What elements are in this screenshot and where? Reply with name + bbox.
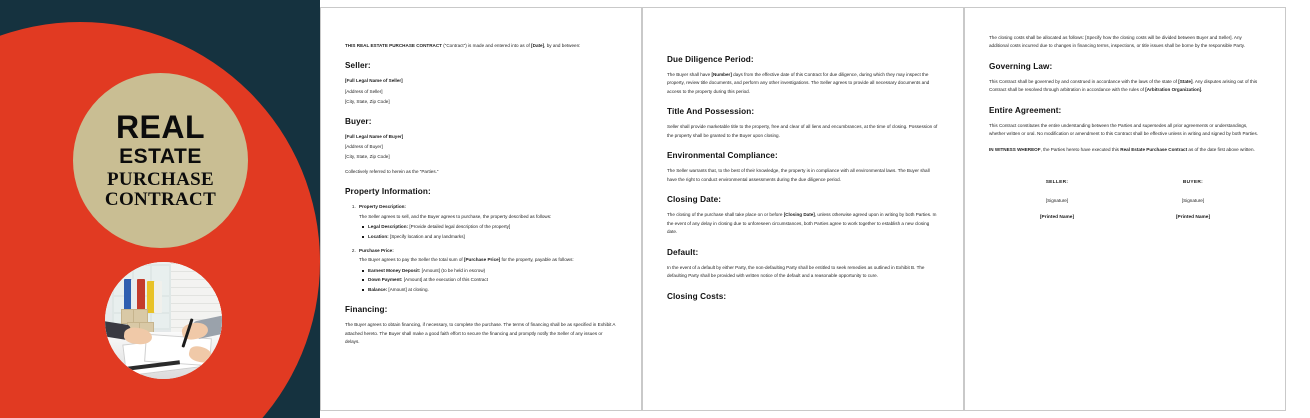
closing-date-body (667, 211, 939, 236)
witness-middle: , the Parties hereto have executed this (1040, 146, 1121, 152)
witness-clause (989, 146, 1261, 154)
closing-date-placeholder: [Closing Date] (783, 212, 815, 218)
location-value: [Specify location and any landmarks] (388, 233, 465, 239)
governing-law-pre: This Contract shall be governed by and construed in accordance with the laws of the state of (989, 78, 1179, 84)
intro-suffix: , by and between: (544, 43, 581, 48)
list-item-down-payment (368, 276, 617, 284)
state-placeholder: [State] (1178, 78, 1193, 84)
closing-costs-body: The closing costs shall be allocated as follows: [Specify how the closing costs will be divided between Buyer and Seller]. Any additional costs incurred due to changes in financing terms, inspections, or title issues shall be borne by the responsible Party. (989, 35, 1246, 49)
list-item-location (368, 233, 617, 241)
seller-signature-field[interactable]: [Signature] (1045, 198, 1069, 204)
seller-column-heading: SELLER: (1045, 180, 1069, 186)
entire-agreement-heading: Entire Agreement: (989, 105, 1062, 115)
contract-signing-photo (105, 262, 222, 379)
entire-agreement-body: This Contract constitutes the entire understanding between the Parties and supersedes all prior agreements or understandings, whether written or oral. No modification or amendment to this Contract shall be effective unless in writing and signed by both Parties. (989, 122, 1259, 137)
purchase-price-body-pre: The Buyer agrees to pay the Seller the total sum of (359, 257, 464, 263)
earnest-money-value: [Amount] (to be held in escrow) (420, 267, 486, 273)
property-information-heading: Property Information: (345, 187, 431, 197)
governing-law-mid: . Any disputes arising out of this Contract shall be resolved through arbitration in accordance with the rules of (989, 78, 1258, 93)
title-possession-body: Seller shall provide marketable title to the property, free and clear of all liens and encumbrances, at the time of closing. Possession of the property shall be granted to the Buyer upon closing. (667, 124, 938, 138)
witness-post: as of the date first above written. (1187, 146, 1255, 152)
buyer-name: [Full Legal Name of Buyer] (345, 133, 404, 139)
buyer-signature-field[interactable]: [Signature] (1181, 198, 1205, 204)
governing-law-post: . (1201, 87, 1203, 93)
list-item-balance (368, 286, 617, 294)
list-item-earnest-money (368, 267, 617, 275)
buyer-signature-column (1125, 180, 1261, 220)
property-description-body: The Seller agrees to sell, and the Buyer agrees to purchase, the property described as follows: (359, 213, 552, 219)
down-payment-value: [Amount] at the execution of this Contract (402, 277, 489, 283)
legal-description-value: [Provide detailed legal description of the property] (408, 224, 511, 230)
default-body: In the event of a default by either Party, the non-defaulting Party shall be entitled to seek remedies as outlined in Exhibit B. The defaulting Party shall be provided with written notice of the default and a reasonable opportunity to cure. (667, 264, 925, 279)
intro-contract-name: REAL ESTATE PURCHASE CONTRACT (356, 43, 442, 48)
environmental-compliance-heading: Environmental Compliance: (667, 151, 778, 161)
list-item-purchase-price (357, 247, 617, 294)
buyer-address: [Address of Buyer] (345, 143, 383, 149)
due-diligence-heading: Due Diligence Period: (667, 55, 754, 64)
seller-city-state-zip: [City, State, Zip Code] (345, 98, 390, 104)
property-information-list (345, 203, 617, 294)
cover-title-purchase: PURCHASE (107, 169, 214, 191)
purchase-price-title: 2. Purchase Price: (359, 247, 394, 253)
buyer-printed-name-field[interactable]: [Printed Name] (1175, 215, 1211, 221)
closing-date-post: , unless otherwise agreed upon in writing by both Parties. In the event of any delay in closing due to unforeseen circumstances, both Parties agree to work together to establish a new closing date. (667, 212, 937, 235)
closing-date-pre: The closing of the purchase shall take place on or before (667, 212, 784, 218)
purchase-price-bullets (359, 267, 617, 294)
seller-name: [Full Legal Name of Seller] (345, 78, 403, 84)
parties-statement: Collectively referred to herein as the “Parties.” (345, 168, 439, 174)
balance-value: [Amount] at closing. (387, 287, 429, 293)
seller-address: [Address of Seller] (345, 88, 383, 94)
contract-page-2 (320, 7, 642, 411)
buyer-city-state-zip: [City, State, Zip Code] (345, 153, 390, 159)
closing-costs-heading: Closing Costs: (667, 291, 727, 301)
purchase-price-placeholder: [Purchase Price] (463, 257, 501, 263)
signature-block (989, 180, 1261, 220)
location-label: Location: (368, 233, 389, 239)
list-item-legal-description (368, 223, 617, 231)
due-diligence-post: days from the effective date of this Contract for due diligence, during which they may inspect the property, review title documents, and perform any other investigations. The Seller agrees to provide all necessary documents and access to the property during this period. (667, 72, 930, 94)
closing-date-heading: Closing Date: (667, 195, 722, 205)
environmental-compliance-body: The Seller warrants that, to the best of their knowledge, the property is in compliance with all environmental laws. The Buyer shall have the right to conduct environmental assessments during the due diligence period. (667, 168, 930, 182)
due-diligence-pre: The Buyer shall have (667, 72, 712, 77)
intro-date-placeholder: [Date] (531, 43, 545, 48)
default-heading: Default: (667, 247, 699, 257)
purchase-price-body-post: for the property, payable as follows: (500, 257, 574, 263)
financing-heading: Financing: (345, 305, 388, 315)
governing-law-heading: Governing Law: (989, 61, 1053, 71)
cover-title-badge (73, 73, 248, 248)
cover-photo-circle (105, 262, 222, 379)
legal-description-label: Legal Description: (368, 224, 409, 230)
cover-title-real: REAL (115, 108, 206, 145)
governing-law-body (989, 78, 1261, 95)
due-diligence-number-placeholder: [Number] (711, 72, 732, 77)
title-possession-heading: Title And Possession: (667, 107, 755, 117)
cover-title-estate: ESTATE (119, 145, 202, 169)
arbitration-organization-placeholder: [Arbitration Organization] (1145, 87, 1202, 93)
witness-contract-name: Real Estate Purchase Contract (1120, 146, 1188, 152)
financing-body: The Buyer agrees to obtain financing, if necessary, to complete the purchase. The terms of financing shall be as specified in Exhibit A attached hereto. The Buyer shall make a good faith effort to secure the financing and promptly notify the Seller of any issues or delays. (345, 322, 616, 345)
cover-page (0, 0, 320, 418)
list-item-property-description (357, 203, 617, 241)
intro-paragraph (345, 42, 617, 50)
earnest-money-label: Earnest Money Deposit: (368, 267, 421, 273)
intro-middle: (“Contract”) is made and entered into as of (442, 43, 532, 48)
contract-page-3 (642, 7, 964, 411)
seller-heading: Seller: (345, 61, 371, 71)
seller-printed-name-field[interactable]: [Printed Name] (1039, 215, 1075, 221)
down-payment-label: Down Payment: (368, 277, 403, 283)
property-description-bullets (359, 223, 617, 241)
witness-whereof-label: IN WITNESS WHEREOF (989, 146, 1041, 152)
intro-prefix: THIS (345, 43, 357, 48)
buyer-heading: Buyer: (345, 116, 372, 126)
balance-label: Balance: (368, 287, 388, 293)
property-description-title: 1. Property Description: (359, 204, 406, 210)
seller-signature-column (989, 180, 1125, 220)
buyer-column-heading: BUYER: (1182, 180, 1204, 186)
cover-title-contract: CONTRACT (104, 189, 217, 211)
due-diligence-body (667, 71, 939, 96)
contract-page-4 (964, 7, 1286, 411)
